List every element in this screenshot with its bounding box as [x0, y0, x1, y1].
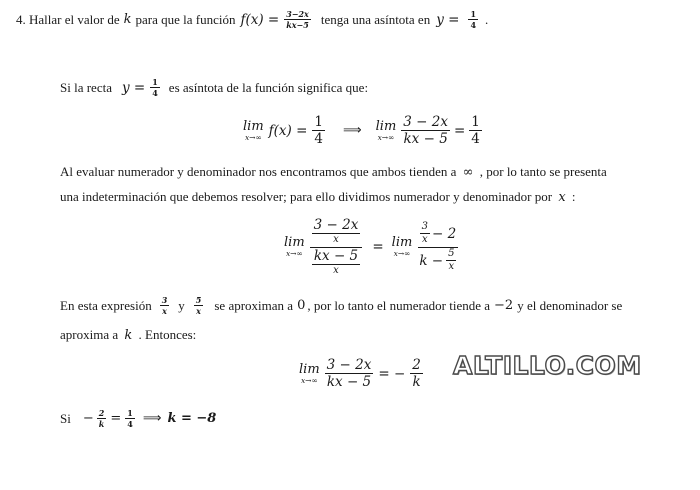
problem-mid: para que la función: [135, 11, 236, 27]
function-lhs: f(x) =: [240, 11, 280, 28]
problem-prefix: 4. Hallar el valor de: [16, 11, 120, 27]
eq2-bot-den: x: [333, 264, 339, 276]
lim-word: lim: [375, 118, 397, 134]
para3-text-f: . Entonces:: [138, 327, 197, 342]
lim-word: lim: [243, 118, 264, 134]
eq2-top-num: 3 − 2x: [313, 217, 359, 233]
paragraph-2-line-1: [60, 164, 607, 181]
final-result: k = −8: [167, 410, 217, 426]
asymptote-text: tenga una asíntota en: [320, 11, 431, 27]
limit-operator: [299, 363, 320, 385]
limit-operator: [376, 120, 397, 142]
watermark-logo: ALTILLO.COM: [453, 351, 642, 380]
f2-num: 5: [195, 295, 202, 305]
lim-subscript: x→∞: [377, 132, 395, 142]
eq2-r-top-fraction: [420, 222, 430, 246]
eq2-r-bot-k: k −: [419, 252, 444, 269]
lim-subscript: x→∞: [300, 375, 318, 385]
function-denominator: kx−5: [286, 20, 309, 31]
eq1-den: 4: [314, 131, 323, 148]
para2-text-b: , por lo tanto se presenta: [479, 164, 607, 179]
f1-den: x: [162, 306, 167, 317]
eq1-rhs-num: 1: [471, 114, 480, 130]
equation-1: [243, 115, 484, 146]
eq2-r-top-num: 3: [420, 222, 430, 235]
eq2-r-top-den: x: [421, 234, 428, 246]
eq2-compound-fraction: [310, 218, 363, 276]
eq2-bottom-fraction: [312, 249, 360, 277]
final-one-over-four: [125, 409, 135, 429]
eq1-rhs-den: 4: [471, 131, 480, 148]
eq2-top-den: x: [333, 234, 339, 246]
final-r-num: 1: [127, 408, 133, 418]
eq2-top: [310, 218, 363, 248]
para3-text-e: aproxima a: [60, 327, 119, 342]
limit-operator: [392, 236, 413, 258]
eq3-rhs-den: k: [412, 374, 421, 391]
eq3-den: kx − 5: [326, 374, 372, 391]
eq3-rhs-num: 2: [412, 357, 421, 373]
infinity-symbol: ∞: [462, 165, 474, 180]
eq2-r-bot-num: 5: [446, 249, 456, 262]
para2-text-c: una indeterminación que debemos resolver; para ello dividimos numerador y denominador por: [60, 189, 553, 204]
final-num: 2: [98, 408, 105, 418]
lim-subscript: x→∞: [393, 249, 411, 259]
asymptote-line: [60, 78, 368, 98]
function-fraction: [284, 10, 311, 30]
quarter-fraction: [468, 10, 478, 30]
implies-arrow: ⟹: [343, 123, 362, 139]
eq1-rhs: [469, 115, 482, 146]
eq2-result-top: [418, 222, 459, 248]
equals-sign: =: [372, 239, 384, 256]
eq2-top-fraction: [312, 218, 361, 246]
lim-word: lim: [299, 361, 320, 377]
lim-subscript: x→∞: [285, 249, 303, 259]
paragraph-2-line-2: [60, 189, 576, 206]
final-si: Si: [60, 410, 71, 426]
asymptote-lhs: y =: [436, 11, 460, 28]
zero-value: 0: [297, 297, 306, 313]
f1-num: 3: [161, 295, 168, 305]
eq2-r-top-rest: − 2: [431, 225, 457, 242]
line1-fraction: [150, 78, 160, 98]
problem-statement: [16, 10, 488, 30]
limit-operator: [243, 120, 264, 142]
equation-3: [299, 358, 425, 389]
line1-prefix: Si la recta: [60, 79, 112, 95]
three-over-x: [160, 296, 170, 316]
eq1-main-fraction: [401, 115, 450, 146]
para3-text-d: y el denominador se: [517, 297, 623, 313]
eq1-frac-num: 3 − 2x: [403, 114, 448, 130]
quarter-numerator: 1: [470, 9, 477, 19]
para3-text-b: se aproximan a: [214, 297, 294, 313]
paragraph-3-line-1: [60, 296, 622, 316]
final-minus: −: [82, 410, 94, 426]
variable-k: k: [124, 328, 133, 343]
eq1-quarter: [312, 115, 325, 146]
eq2-bot-num: kx − 5: [313, 247, 359, 264]
eq3-rhs: [410, 358, 423, 389]
eq1-f: f(x) =: [268, 122, 308, 139]
lim-subscript: x→∞: [244, 132, 262, 142]
lim-word: lim: [391, 235, 413, 251]
quarter-denominator: 4: [470, 20, 477, 31]
para2-text-a: Al evaluar numerador y denominador nos encontramos que ambos tienden a: [60, 164, 457, 179]
function-numerator: 3−2x: [286, 9, 309, 19]
line1-suffix: es asíntota de la función significa que:: [168, 79, 369, 95]
equals-sign: =: [453, 122, 466, 139]
five-over-x: [194, 296, 204, 316]
line1-numerator: 1: [152, 77, 158, 87]
problem-end: .: [485, 11, 489, 27]
limit-operator: [284, 236, 305, 258]
final-two-over-k: [97, 409, 107, 429]
eq3-fraction: [325, 358, 374, 389]
variable-k: k: [123, 11, 132, 27]
eq2-result-bottom: [417, 248, 458, 273]
lim-word: lim: [284, 235, 305, 251]
line1-y: y =: [121, 79, 146, 96]
eq1-frac-den: kx − 5: [403, 131, 448, 148]
eq2-r-bot-den: x: [448, 261, 455, 273]
paragraph-3-line-2: [60, 327, 196, 344]
final-result-line: [60, 409, 216, 429]
eq3-num: 3 − 2x: [326, 357, 372, 373]
para3-conj: y: [178, 297, 185, 313]
f2-den: x: [196, 306, 201, 317]
equals-minus: = −: [378, 365, 406, 382]
minus-two-value: −2: [494, 297, 514, 313]
implies-arrow: ⟹: [142, 410, 162, 426]
eq2-result-fraction: [417, 222, 458, 273]
eq2-r-bot-fraction: [446, 249, 456, 273]
para3-text-c: , por lo tanto el numerador tiende a: [307, 297, 491, 313]
equation-2: [284, 218, 460, 276]
final-r-den: 4: [127, 419, 133, 430]
line1-denominator: 4: [152, 88, 158, 99]
para3-text-a: En esta expresión: [60, 297, 152, 313]
eq1-num: 1: [314, 114, 323, 130]
para2-text-d: :: [571, 189, 576, 204]
variable-x: x: [558, 190, 566, 205]
eq2-bottom: [310, 248, 362, 277]
final-equals: =: [110, 410, 122, 426]
final-den: k: [98, 419, 105, 430]
